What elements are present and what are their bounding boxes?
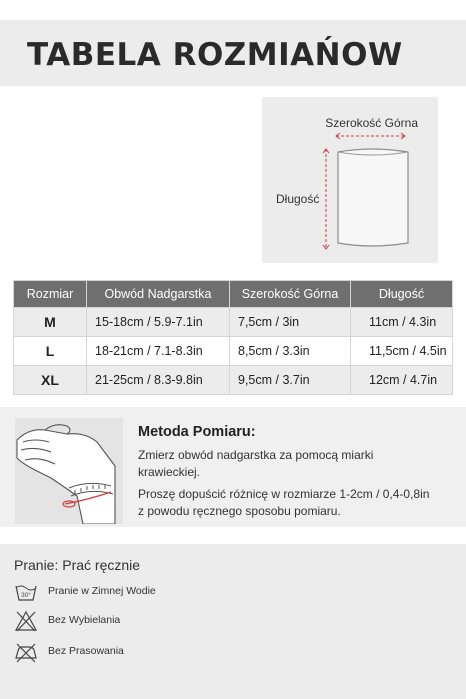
wrist-cell: 15-18cm / 5.9-7.1in bbox=[87, 308, 230, 337]
table-row bbox=[14, 308, 453, 337]
length-cell: 12cm / 4.7in bbox=[351, 366, 453, 395]
top-width-arrow bbox=[336, 133, 405, 139]
wash-30-icon bbox=[14, 580, 38, 604]
wrist-cell: 21-25cm / 8.3-9.8in bbox=[87, 366, 230, 395]
table-row bbox=[14, 337, 453, 366]
top-width-label: Szerokość Górna bbox=[325, 116, 418, 130]
size-cell: L bbox=[14, 337, 87, 366]
hand-measure-icon bbox=[15, 418, 123, 524]
care-label: Bez Wybielania bbox=[48, 614, 121, 626]
method-tolerance-note: Proszę dopuścić różnicę w rozmiarze 1-2cm / 0,4-0,8in z powodu ręcznego sposobu pomiaru. bbox=[138, 487, 430, 518]
length-label: Długość bbox=[276, 192, 320, 206]
page-title: TABELA ROZMIAŃOW bbox=[27, 37, 403, 73]
no-iron-icon bbox=[14, 640, 38, 664]
length-arrow bbox=[323, 149, 329, 249]
width-cell: 8,5cm / 3.3in bbox=[230, 337, 351, 366]
col-header-width: Szerokość Górna bbox=[230, 281, 351, 308]
no-bleach-icon bbox=[14, 609, 38, 633]
table-row bbox=[14, 366, 453, 395]
care-label: Bez Prasowania bbox=[48, 645, 124, 657]
hand-illustration bbox=[15, 418, 123, 524]
care-label: Pranie w Zimnej Wodie bbox=[48, 585, 156, 597]
col-header-length: Długość bbox=[351, 281, 453, 308]
width-cell: 7,5cm / 3in bbox=[230, 308, 351, 337]
wristband-outline bbox=[338, 149, 408, 246]
wrist-cell: 18-21cm / 7.1-8.3in bbox=[87, 337, 230, 366]
method-instruction: Zmierz obwód nadgarstka za pomocą miarki krawieckiej. bbox=[138, 448, 374, 479]
care-title: Pranie: Prać ręcznie bbox=[14, 557, 141, 573]
size-cell: XL bbox=[14, 366, 87, 395]
width-cell: 9,5cm / 3.7in bbox=[230, 366, 351, 395]
svg-text:30°: 30° bbox=[21, 592, 31, 599]
length-cell: 11,5cm / 4.5in bbox=[351, 337, 453, 366]
method-title: Metoda Pomiaru: bbox=[138, 424, 256, 440]
size-table bbox=[13, 280, 453, 395]
col-header-wrist: Obwód Nadgarstka bbox=[87, 281, 230, 308]
table-header-row bbox=[14, 281, 453, 308]
length-cell: 11cm / 4.3in bbox=[351, 308, 453, 337]
col-header-size: Rozmiar bbox=[14, 281, 87, 308]
size-cell: M bbox=[14, 308, 87, 337]
